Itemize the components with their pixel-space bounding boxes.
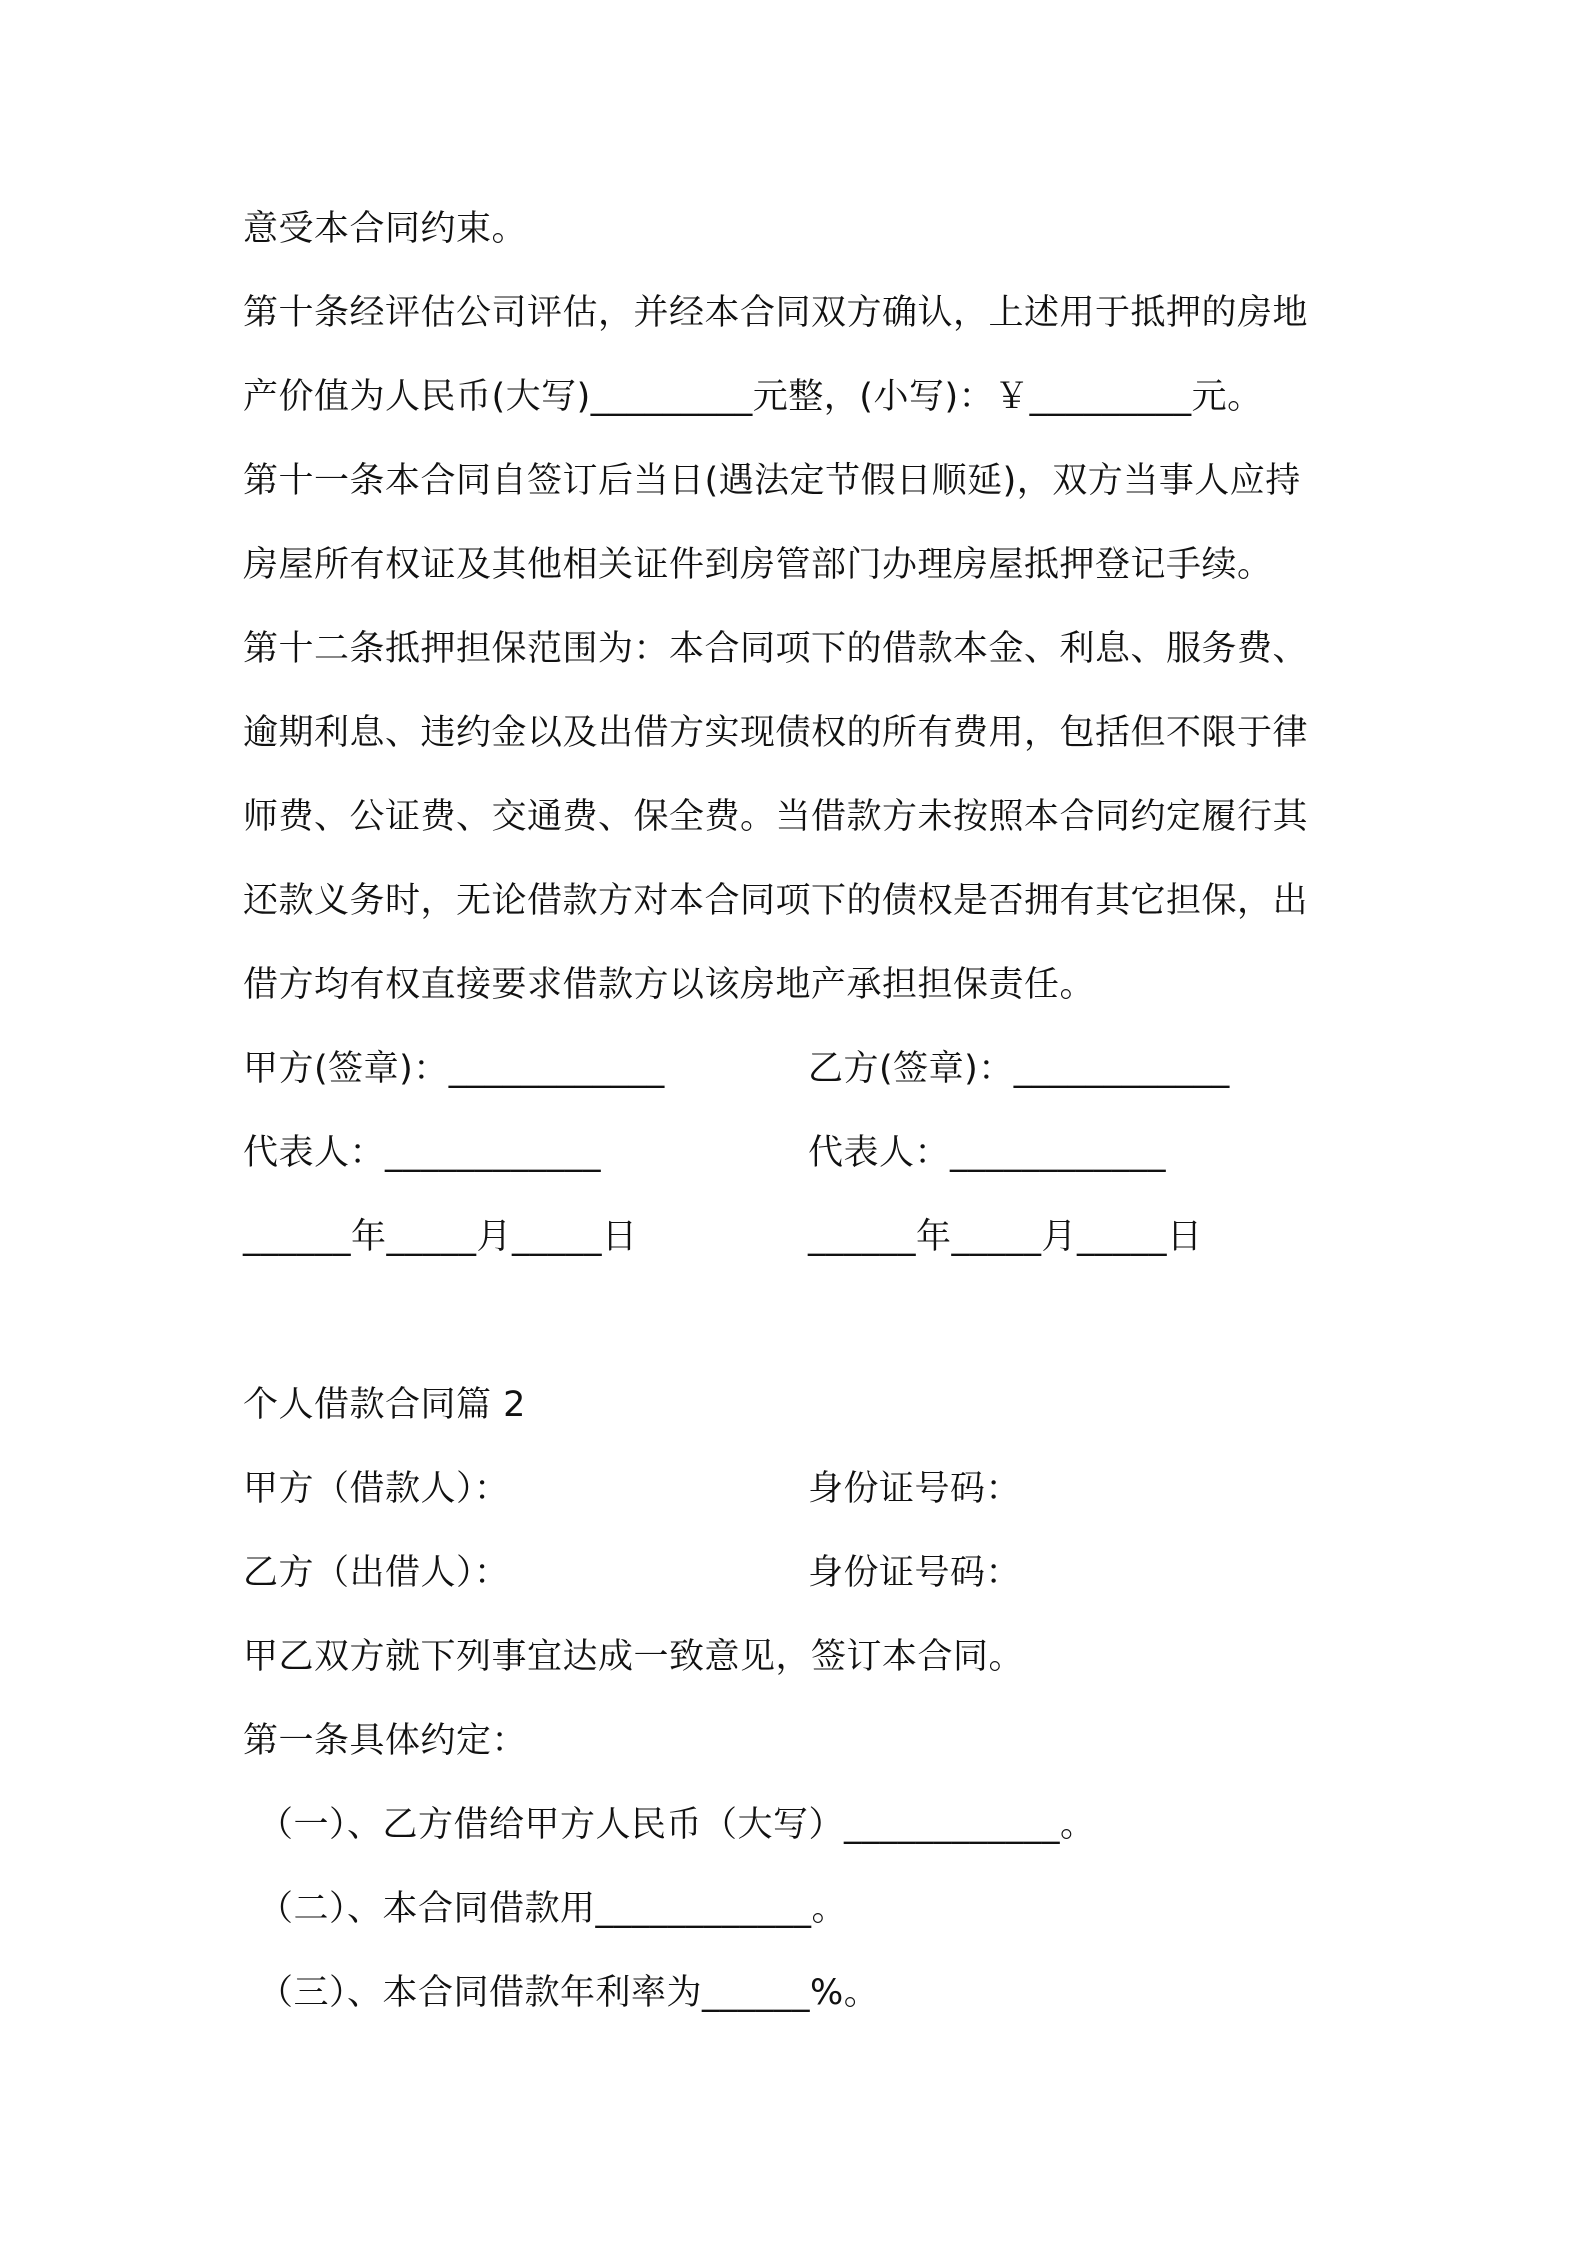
list-item: （三）、本合同借款年利率为______%。 [258, 1973, 880, 2013]
party-b-id-label: 身份证号码： [808, 1553, 1022, 1593]
party-b-seal-line: 乙方(签章)：____________ [808, 1049, 1230, 1089]
representative-a-line: 代表人：____________ [243, 1133, 602, 1173]
paragraph-line: 产价值为人民币(大写)_________元整，(小写)：￥_________元。 [243, 377, 1263, 417]
paragraph-line: 第十条经评估公司评估，并经本合同双方确认，上述用于抵押的房地 [243, 293, 1309, 333]
date-b-line: ______年_____月_____日 [808, 1217, 1203, 1257]
intro-paragraph: 甲乙双方就下列事宜达成一致意见，签订本合同。 [243, 1637, 1025, 1677]
paragraph-line: 还款义务时，无论借款方对本合同项下的债权是否拥有其它担保，出 [243, 881, 1309, 921]
paragraph-line: 借方均有权直接要求借款方以该房地产承担担保责任。 [243, 965, 1096, 1005]
party-a-id-label: 身份证号码： [808, 1469, 1022, 1509]
list-item: （二）、本合同借款用____________。 [258, 1889, 848, 1929]
section-title: 个人借款合同篇 2 [243, 1385, 526, 1425]
paragraph-line: 第十一条本合同自签订后当日(遇法定节假日顺延)，双方当事人应持 [243, 461, 1301, 501]
party-b-label: 乙方（出借人）： [243, 1553, 510, 1593]
paragraph-line: 逾期利息、违约金以及出借方实现债权的所有费用，包括但不限于律 [243, 713, 1309, 753]
article-heading: 第一条具体约定： [243, 1721, 528, 1761]
paragraph-line: 房屋所有权证及其他相关证件到房管部门办理房屋抵押登记手续。 [243, 545, 1273, 585]
date-a-line: ______年_____月_____日 [243, 1217, 638, 1257]
party-a-seal-line: 甲方(签章)：____________ [243, 1049, 665, 1089]
paragraph-line: 师费、公证费、交通费、保全费。当借款方未按照本合同约定履行其 [243, 797, 1309, 837]
list-item: （一）、乙方借给甲方人民币（大写）____________。 [258, 1805, 1096, 1845]
representative-b-line: 代表人：____________ [808, 1133, 1167, 1173]
paragraph-line: 第十二条抵押担保范围为：本合同项下的借款本金、利息、服务费、 [243, 629, 1309, 669]
party-a-label: 甲方（借款人）： [243, 1469, 510, 1509]
paragraph-line: 意受本合同约束。 [243, 209, 528, 249]
